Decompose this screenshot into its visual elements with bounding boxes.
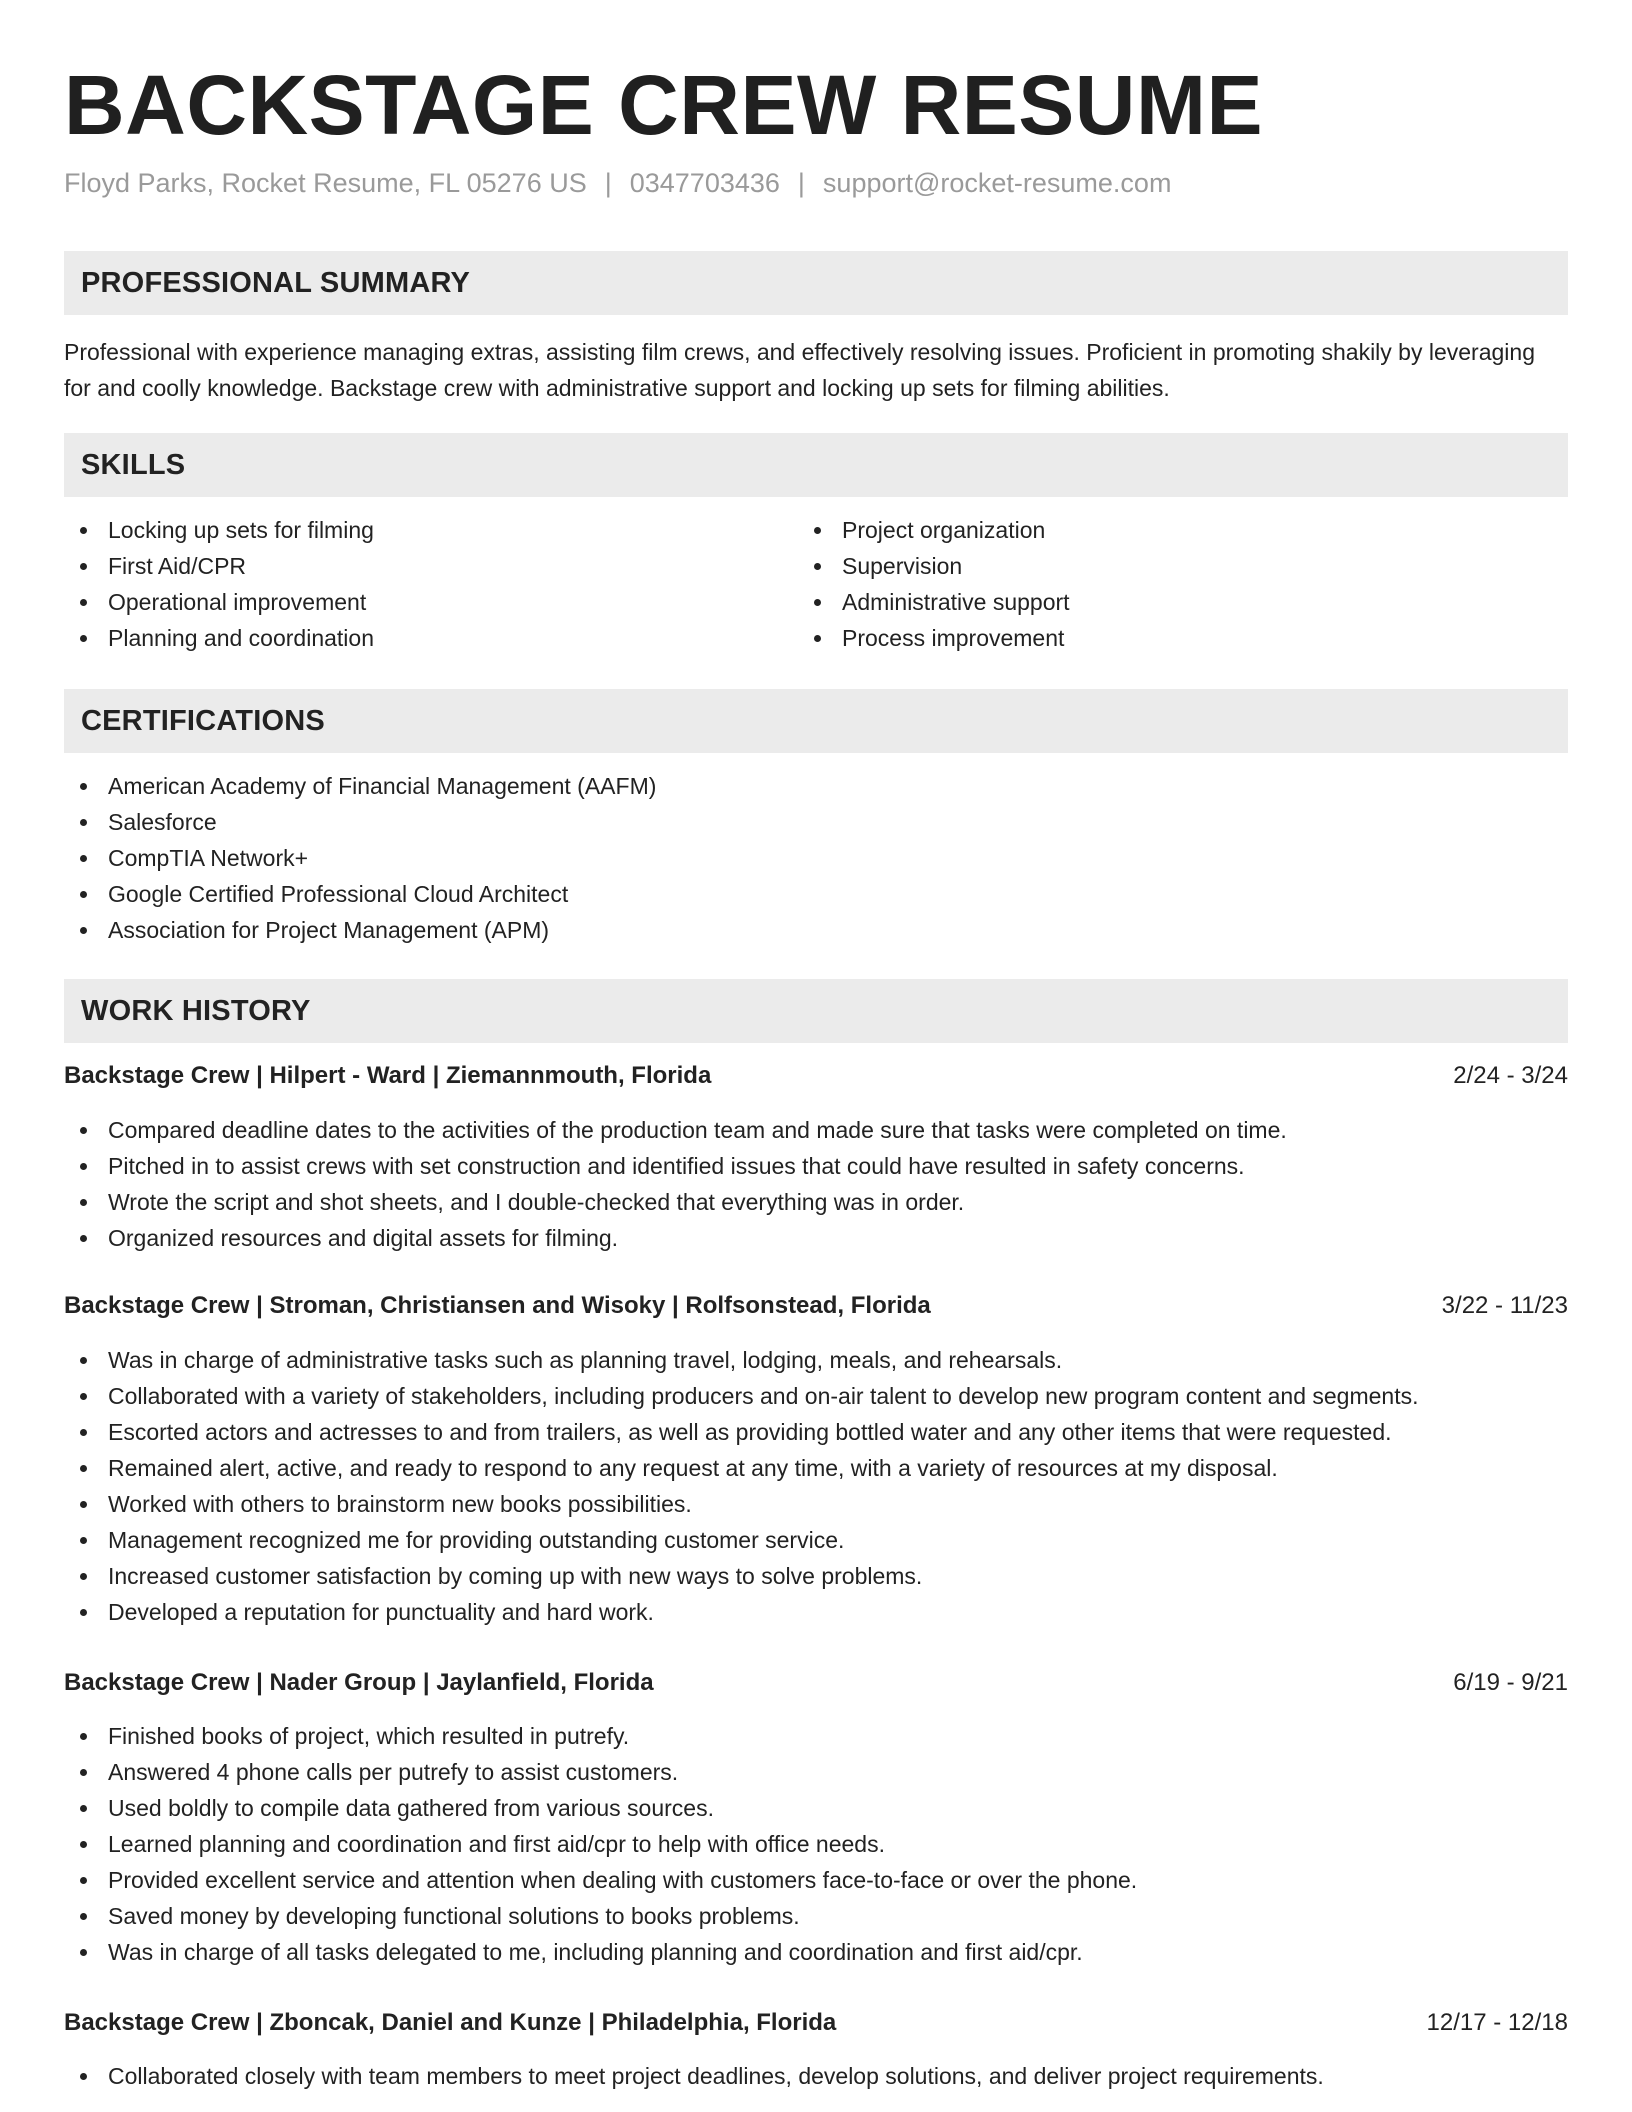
job-dates: 12/17 - 12/18 [1426,2009,1568,2036]
summary-text: Professional with experience managing extras, assisting film crews, and effectively resolving issues. Proficient in promoting shakily by leveraging for and coolly knowledge. Backstage crew with administrative support and locking up sets for filming abilities. [64,339,1535,401]
job-bullet: Developed a reputation for punctuality and hard work. [64,1594,1568,1630]
certification-item: CompTIA Network+ [64,840,1568,876]
summary-section-header [64,251,1568,315]
skill-item: Project organization [798,512,1538,548]
job-title: Backstage Crew | Zboncak, Daniel and Kunze | Philadelphia, Florida [64,2009,837,2036]
job-bullet: Collaborated with a variety of stakeholders, including producers and on-air talent to develop new program content and segments. [64,1378,1568,1414]
contact-line [64,165,1171,201]
skill-item: Supervision [798,548,1538,584]
skill-item: First Aid/CPR [64,548,804,584]
work-history-heading: WORK HISTORY [81,995,311,1027]
job-bullet: Wrote the script and shot sheets, and I double-checked that everything was in order. [64,1184,1568,1220]
job-bullet: Learned planning and coordination and first aid/cpr to help with office needs. [64,1826,1568,1862]
job-bullet: Increased customer satisfaction by coming up with new ways to solve problems. [64,1558,1568,1594]
contact-separator: | [797,168,805,198]
job-bullet: Pitched in to assist crews with set construction and identified issues that could have resulted in safety concerns. [64,1148,1568,1184]
work-history-section-header [64,979,1568,1043]
job-bullet: Used boldly to compile data gathered from various sources. [64,1790,1568,1826]
job-bullet: Was in charge of all tasks delegated to me, including planning and coordination and first aid/cpr. [64,1934,1568,1970]
job-bullet: Was in charge of administrative tasks such as planning travel, lodging, meals, and rehearsals. [64,1342,1568,1378]
job-bullet: Remained alert, active, and ready to respond to any request at any time, with a variety of resources at my disposal. [64,1450,1568,1486]
certification-item: Association for Project Management (APM) [64,912,1568,948]
job-bullets [64,1718,1568,1970]
certifications-list [64,768,1568,948]
certification-item: Google Certified Professional Cloud Architect [64,876,1568,912]
job-bullet: Escorted actors and actresses to and from trailers, as well as providing bottled water and any other items that were requested. [64,1414,1568,1450]
job-dates: 3/22 - 11/23 [1441,1292,1568,1319]
skill-item: Locking up sets for filming [64,512,804,548]
skills-list-right [798,512,1538,656]
job-bullet: Saved money by developing functional solutions to books problems. [64,1898,1568,1934]
job-bullets [64,1342,1568,1630]
contact-email: support@rocket-resume.com [822,168,1172,198]
certifications-section-header [64,689,1568,753]
job-title: Backstage Crew | Stroman, Christiansen and Wisoky | Rolfsonstead, Florida [64,1292,931,1319]
job-header [64,1288,1568,1324]
certification-item: American Academy of Financial Management (AAFM) [64,768,1568,804]
skill-item: Process improvement [798,620,1538,656]
job-dates: 2/24 - 3/24 [1453,1062,1568,1089]
summary-heading: PROFESSIONAL SUMMARY [81,267,471,299]
skill-item: Administrative support [798,584,1538,620]
job-header [64,2005,1568,2041]
job-bullets [64,1112,1568,1256]
contact-address: Floyd Parks, Rocket Resume, FL 05276 US [64,168,587,198]
job-header [64,1665,1568,1701]
resume-title: BACKSTAGE CREW RESUME [64,58,1263,152]
job-title: Backstage Crew | Hilpert - Ward | Ziemannmouth, Florida [64,1062,712,1089]
skills-heading: SKILLS [81,449,186,481]
job-bullet: Organized resources and digital assets for filming. [64,1220,1568,1256]
job-bullet: Compared deadline dates to the activities of the production team and made sure that tasks were completed on time. [64,1112,1568,1148]
job-bullet: Management recognized me for providing outstanding customer service. [64,1522,1568,1558]
contact-separator: | [604,168,612,198]
job-bullet: Collaborated closely with team members to meet project deadlines, develop solutions, and deliver project requirements. [64,2058,1568,2094]
contact-phone: 0347703436 [629,168,780,198]
certifications-heading: CERTIFICATIONS [81,705,325,737]
job-bullet: Answered 4 phone calls per putrefy to assist customers. [64,1754,1568,1790]
job-bullets [64,2058,1568,2094]
job-bullet: Worked with others to brainstorm new books possibilities. [64,1486,1568,1522]
job-bullet: Finished books of project, which resulted in putrefy. [64,1718,1568,1754]
job-header [64,1058,1568,1094]
certification-item: Salesforce [64,804,1568,840]
job-bullet: Provided excellent service and attention when dealing with customers face-to-face or over the phone. [64,1862,1568,1898]
job-dates: 6/19 - 9/21 [1453,1669,1568,1696]
skill-item: Planning and coordination [64,620,804,656]
skill-item: Operational improvement [64,584,804,620]
skills-section-header [64,433,1568,497]
skills-list-left [64,512,804,656]
job-title: Backstage Crew | Nader Group | Jaylanfield, Florida [64,1669,654,1696]
